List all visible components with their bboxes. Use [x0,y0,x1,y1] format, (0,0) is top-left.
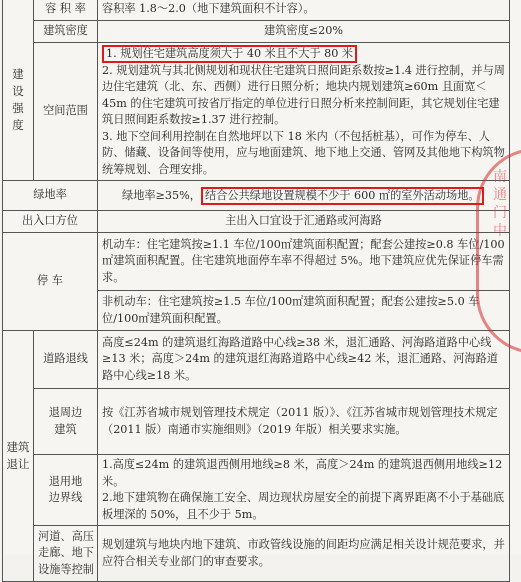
adjacent-label-text: 退周边建筑 [48,406,83,436]
group-cell-top [3,0,34,21]
group-label-intensity [3,21,34,181]
adjacent-label [34,389,98,455]
boundary-p2: 2.地下建筑物在确保施工安全、周边现状房屋安全的前提下离界距离不小于基础底板埋深的 50%，且不少于 5m。 [102,491,505,521]
row-parking-motor [3,233,510,291]
space-sunlight: 2. 规划建筑与其北侧规划和现状住宅建筑日照间距系数按≥1.4 进行控制，并与周边住宅建筑（北、东、西侧）进行日照分析；地块内规划建筑≥60m 且面宽＜45m 的住宅建筑可按省厅指定的单位进行日照分析来控制间距，其它规划住宅建筑日照间距系数按≥1.37 进行控制。 [102,63,505,126]
pipeline-value: 规划建筑与地块内地下建筑、市政管线设施的间距均应满足相关设计规范要求，并应符合相关专业部门的审查要求。 [98,526,510,582]
boundary-p1: 1.高度≤24m 的建筑退西侧用地线≥8 米，高度＞24m 的建筑退西侧用地线≥12 米。 [102,458,503,488]
road-label: 道路退线 [34,331,98,389]
far-value: 容积率 1.8～2.0（地下建筑面积不计容）。 [98,0,510,21]
far-label: 容 积 率 [34,0,98,21]
boundary-label [34,455,98,526]
parking-bike: 非机动车：住宅建筑按≥1.5 车位/100㎡建筑面积配置；配套公建按≥5.0 车位/100㎡建筑面积配置。 [98,291,510,331]
group-label-setback [3,331,34,582]
row-green [3,181,510,211]
row-pipeline [3,526,510,582]
red-seal-text: 南通门中 [493,169,507,239]
space-highlight-height: 1. 规划住宅建筑高度须大于 40 米且不大于 80 米 [102,45,357,63]
green-ratio: 绿地率≥35%， [122,188,201,202]
space-value [98,42,510,181]
planning-document [2,0,521,576]
space-label: 空间范围 [34,42,98,181]
row-space [3,42,510,181]
boundary-value [98,455,510,526]
boundary-label-text: 退用地边界线 [48,474,83,504]
adjacent-value: 按《江苏省城市规划管理技术规定（2011 版）》、《江苏省城市规划管理技术规定（2011 版）南通市实施细则》（2019 年版）相关要求实施。 [98,389,510,455]
setback-group-text: 建筑退让 [6,440,30,471]
road-value: 高度≤24m 的建筑退红海路道路中心线≥38 米，退汇通路、河海路道路中心线≥13 米；高度＞24m 的建筑退红海路道路中心线≥42 米，退汇通路、河海路道路中心线≥18 米。 [98,331,510,389]
row-road [3,331,510,389]
row-far [3,0,510,21]
space-underground: 3. 地下空间利用控制在自然地坪以下 18 米内（不包括桩基），可作为停车、人防、储藏、设备间等使用，应与地面建筑、地下地上交通、管网及其他地下构筑物统筹规划、合理安排。 [102,129,505,176]
parking-motor: 机动车：住宅建筑按≥1.1 车位/100㎡建筑面积配置；配套公建按≥0.8 车位/100㎡建筑面积配置。住宅建筑地面停车率不得超过 5%。地下建筑应优先保证停车需求。 [98,233,510,291]
green-label: 绿地率 [3,181,98,211]
density-label: 建筑密度 [34,21,98,43]
planning-conditions-table [2,0,510,582]
green-highlight: 结合公共绿地设置规模不少于 600 ㎡的室外活动场地。 [201,187,484,205]
parking-label: 停 车 [3,233,98,331]
pipeline-label-text: 河道、高压走廊、地下设施等控制 [38,529,94,576]
intensity-group-text: 建设强度 [12,67,24,133]
row-density [3,21,510,43]
row-adjacent [3,389,510,455]
row-entrance [3,211,510,233]
green-value [98,181,510,211]
entrance-label: 出入口方位 [3,211,98,233]
pipeline-label [34,526,98,582]
row-boundary [3,455,510,526]
entrance-value: 主出入口宜设于汇通路或河海路 [98,211,510,233]
density-value: 建筑密度≤20% [98,21,510,43]
